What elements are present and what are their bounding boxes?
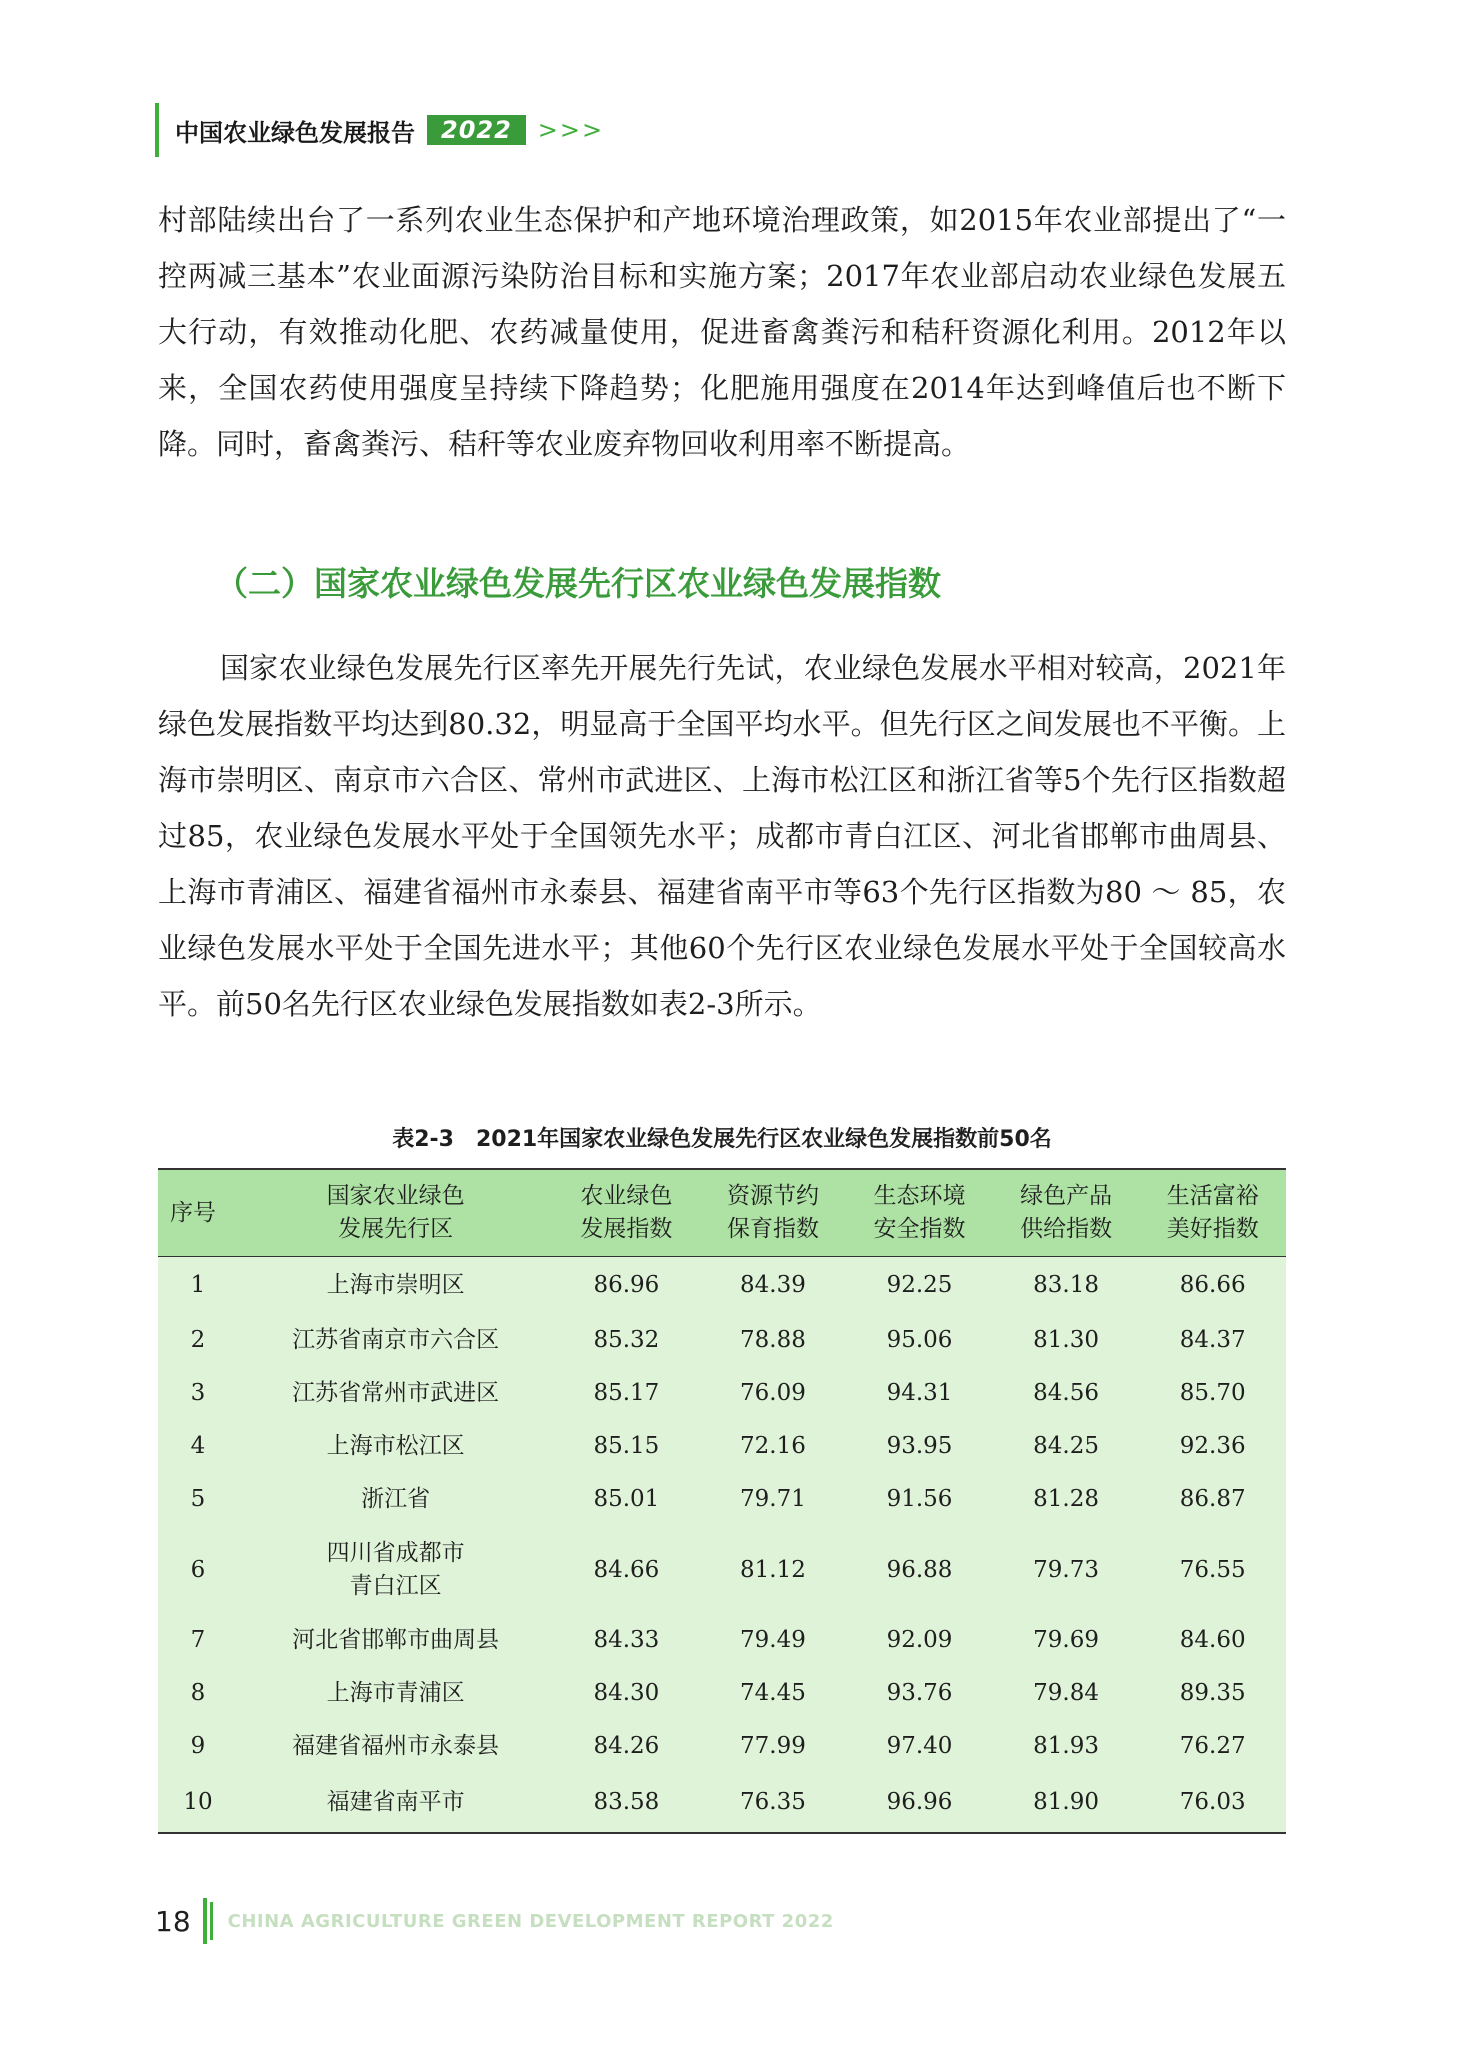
cell-seq: 7 bbox=[190, 1627, 206, 1653]
cell-green-index: 85.17 bbox=[593, 1380, 660, 1406]
body-paragraph-2: 国家农业绿色发展先行区率先开展先行先试，农业绿色发展水平相对较高，2021年绿色发展指数平均达到80.32，明显高于全国平均水平。但先行区之间发展也不平衡。上海市崇明区、南京市六合区、常州市武进区、上海市松江区和浙江省等5个先行区指数超过85，农业绿色发展水平处于全国领先水平；成都市青白江区、河北省邯郸市曲周县、上海市青浦区、福建省福州市永泰县、福建省南平市等63个先行区指数为80 ～ 85，农业绿色发展水平处于全国先进水平；其他60个先行区农业绿色发展水平处于全国较高水平。前50名先行区农业绿色发展指数如表2-3所示。 bbox=[158, 651, 1286, 1021]
running-header bbox=[155, 105, 604, 155]
cell-district: 上海市松江区 bbox=[326, 1432, 465, 1459]
cell-product-index: 79.84 bbox=[1033, 1680, 1100, 1706]
cell-district: 上海市崇明区 bbox=[326, 1271, 465, 1298]
cell-life-index: 76.55 bbox=[1179, 1556, 1246, 1583]
table-row bbox=[158, 1257, 1286, 1314]
cell-district: 福建省南平市 bbox=[326, 1788, 465, 1815]
header-accent-bar bbox=[155, 103, 159, 157]
cell-eco-index: 92.25 bbox=[886, 1272, 953, 1299]
cell-life-index: 89.35 bbox=[1179, 1680, 1246, 1706]
cell-life-index: 86.66 bbox=[1179, 1272, 1246, 1299]
cell-resource-index: 76.09 bbox=[740, 1380, 806, 1406]
cell-product-index: 79.69 bbox=[1033, 1627, 1100, 1653]
cell-district: 河北省邯郸市曲周县 bbox=[292, 1626, 500, 1653]
cell-product-index: 81.30 bbox=[1033, 1327, 1100, 1353]
header-year-badge: 2022 bbox=[427, 115, 526, 145]
cell-life-index: 84.37 bbox=[1179, 1327, 1246, 1353]
cell-product-index: 81.93 bbox=[1033, 1733, 1100, 1759]
table-row bbox=[158, 1720, 1286, 1773]
cell-green-index: 85.01 bbox=[593, 1486, 660, 1512]
footer-report-title: CHINA AGRICULTURE GREEN DEVELOPMENT REPORT 2022 bbox=[227, 1910, 834, 1932]
cell-eco-index: 91.56 bbox=[886, 1486, 953, 1512]
header-district: 国家农业绿色 发展先行区 bbox=[238, 1169, 553, 1257]
cell-seq: 8 bbox=[190, 1680, 206, 1706]
cell-district: 浙江省 bbox=[361, 1485, 431, 1512]
cell-life-index: 86.87 bbox=[1179, 1486, 1246, 1512]
cell-seq: 5 bbox=[190, 1486, 206, 1512]
cell-seq: 4 bbox=[190, 1433, 206, 1459]
cell-seq: 6 bbox=[190, 1556, 206, 1583]
cell-seq: 9 bbox=[190, 1733, 206, 1759]
cell-resource-index: 74.45 bbox=[740, 1680, 806, 1706]
cell-product-index: 84.56 bbox=[1033, 1380, 1100, 1406]
footer-bars-icon bbox=[203, 1898, 216, 1944]
cell-green-index: 84.26 bbox=[593, 1733, 660, 1759]
cell-district: 江苏省南京市六合区 bbox=[292, 1326, 500, 1353]
table-row bbox=[158, 1314, 1286, 1367]
table-row bbox=[158, 1473, 1286, 1526]
table-header-row bbox=[158, 1169, 1286, 1257]
cell-eco-index: 96.88 bbox=[886, 1556, 953, 1583]
cell-resource-index: 77.99 bbox=[740, 1733, 806, 1759]
cell-product-index: 83.18 bbox=[1033, 1272, 1100, 1299]
cell-eco-index: 96.96 bbox=[886, 1789, 953, 1815]
cell-eco-index: 97.40 bbox=[886, 1733, 953, 1759]
body-paragraph-1: 村部陆续出台了一系列农业生态保护和产地环境治理政策，如2015年农业部提出了“一控两减三基本”农业面源污染防治目标和实施方案；2017年农业部启动农业绿色发展五大行动，有效推动化肥、农药减量使用，促进畜禽粪污和秸秆资源化利用。2012年以来，全国农药使用强度呈持续下降趋势；化肥施用强度在2014年达到峰值后也不断下降。同时，畜禽粪污、秸秆等农业废弃物回收利用率不断提高。 bbox=[158, 203, 1286, 461]
cell-life-index: 84.60 bbox=[1179, 1627, 1246, 1653]
table-row bbox=[158, 1420, 1286, 1473]
cell-seq: 1 bbox=[190, 1272, 206, 1299]
cell-resource-index: 72.16 bbox=[740, 1433, 806, 1459]
cell-eco-index: 93.76 bbox=[886, 1680, 953, 1706]
cell-eco-index: 95.06 bbox=[886, 1327, 953, 1353]
cell-green-index: 85.32 bbox=[593, 1327, 660, 1353]
cell-green-index: 86.96 bbox=[593, 1272, 660, 1299]
cell-green-index: 84.66 bbox=[593, 1556, 660, 1583]
table-row bbox=[158, 1367, 1286, 1420]
cell-resource-index: 79.71 bbox=[740, 1486, 806, 1512]
cell-green-index: 84.30 bbox=[593, 1680, 660, 1706]
page-footer bbox=[155, 1898, 834, 1944]
table-row bbox=[158, 1773, 1286, 1833]
header-green-index: 农业绿色 发展指数 bbox=[553, 1169, 700, 1257]
cell-district: 江苏省常州市武进区 bbox=[292, 1379, 500, 1406]
cell-district: 上海市青浦区 bbox=[326, 1679, 465, 1706]
cell-green-index: 83.58 bbox=[593, 1789, 660, 1815]
header-resource-index: 资源节约 保育指数 bbox=[700, 1169, 847, 1257]
index-table bbox=[158, 1168, 1286, 1834]
cell-life-index: 85.70 bbox=[1179, 1380, 1246, 1406]
cell-green-index: 85.15 bbox=[593, 1433, 660, 1459]
header-eco-index: 生态环境 安全指数 bbox=[846, 1169, 993, 1257]
cell-life-index: 76.27 bbox=[1179, 1733, 1246, 1759]
header-arrows-icon: >>> bbox=[537, 116, 605, 144]
cell-product-index: 81.90 bbox=[1033, 1789, 1100, 1815]
cell-district: 四川省成都市 青白江区 bbox=[326, 1539, 465, 1599]
table-row bbox=[158, 1667, 1286, 1720]
cell-resource-index: 76.35 bbox=[740, 1789, 806, 1815]
table-row bbox=[158, 1614, 1286, 1667]
cell-life-index: 92.36 bbox=[1179, 1433, 1246, 1459]
page-number: 18 bbox=[155, 1904, 191, 1938]
cell-eco-index: 92.09 bbox=[886, 1627, 953, 1653]
cell-eco-index: 93.95 bbox=[886, 1433, 953, 1459]
cell-seq: 10 bbox=[183, 1789, 213, 1815]
cell-resource-index: 81.12 bbox=[740, 1556, 806, 1583]
cell-life-index: 76.03 bbox=[1179, 1789, 1246, 1815]
cell-seq: 2 bbox=[190, 1327, 206, 1353]
header-life-index: 生活富裕 美好指数 bbox=[1139, 1169, 1286, 1257]
table-row bbox=[158, 1526, 1286, 1614]
header-product-index: 绿色产品 供给指数 bbox=[993, 1169, 1140, 1257]
table-caption: 表2-3 2021年国家农业绿色发展先行区农业绿色发展指数前50名 bbox=[392, 1127, 1052, 1152]
header-title: 中国农业绿色发展报告 bbox=[175, 118, 415, 147]
cell-district: 福建省福州市永泰县 bbox=[292, 1732, 500, 1759]
cell-resource-index: 78.88 bbox=[740, 1327, 806, 1353]
cell-resource-index: 84.39 bbox=[740, 1272, 806, 1299]
header-seq: 序号 bbox=[158, 1169, 238, 1257]
cell-product-index: 81.28 bbox=[1033, 1486, 1100, 1512]
cell-product-index: 84.25 bbox=[1033, 1433, 1100, 1459]
cell-eco-index: 94.31 bbox=[886, 1380, 953, 1406]
cell-resource-index: 79.49 bbox=[740, 1627, 806, 1653]
cell-green-index: 84.33 bbox=[593, 1627, 660, 1653]
cell-product-index: 79.73 bbox=[1033, 1556, 1100, 1583]
cell-seq: 3 bbox=[190, 1380, 206, 1406]
section-heading: （二）国家农业绿色发展先行区农业绿色发展指数 bbox=[215, 564, 941, 603]
